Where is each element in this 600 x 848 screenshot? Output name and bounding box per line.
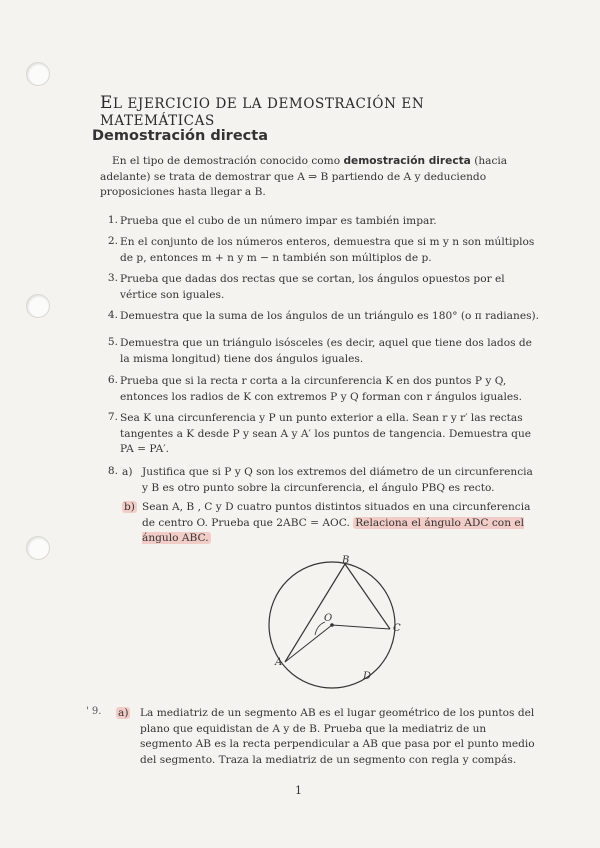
item-number: 1. — [107, 214, 118, 226]
page-title: EL EJERCICIO DE LA DEMOSTRACIÓN EN MATEMÁTICAS — [100, 93, 425, 129]
subitem-label: a) — [118, 707, 129, 719]
punch-hole — [26, 62, 50, 86]
subitem-label: a) — [122, 466, 133, 478]
segment-ba — [285, 564, 345, 662]
label-b: B — [342, 555, 350, 566]
item-number: 6. — [107, 374, 118, 386]
label-d: D — [363, 671, 372, 682]
item-number: 5. — [107, 336, 118, 348]
exercise-item: Sea K una circunferencia y P un punto exterior a ella. Sean r y r′ las rectas tangentes a K desde P y sean A y A′ los puntos de tangencia. Demuestra que PA = PA′. — [120, 412, 532, 455]
subitem-label: b) — [124, 501, 135, 513]
exercise-item: En el conjunto de los números enteros, demuestra que si m y n son múltiplos de p, entonces m + n y m − n también son múltiplos de p. — [120, 236, 535, 264]
exercise-subitem: Justifica que si P y Q son los extremos del diámetro de un circunferencia y B es otro punto sobre la circunferencia, el ángulo PBQ es recto. — [142, 466, 533, 494]
label-c: C — [393, 623, 401, 634]
exercise-subitem: La mediatriz de un segmento AB es el lugar geométrico de los puntos del plano que equidistan de A y de B. Prueba que la mediatriz de un segmento AB es la recta perpendicular a AB que pasa por el punto medio del segmento. Traza la mediatriz de un segmento con regla y compás. — [140, 707, 535, 766]
label-a: A — [275, 657, 283, 668]
segment-oa — [285, 625, 332, 662]
item-number: 2. — [107, 235, 118, 247]
segment-bc — [345, 564, 390, 629]
page-number: 1 — [295, 784, 302, 797]
item-number: 7. — [107, 411, 118, 423]
exercise-item: Demuestra que la suma de los ángulos de un triángulo es 180° (o π radianes). — [120, 310, 540, 322]
exercise-item: Prueba que si la recta r corta a la circunferencia K en dos puntos P y Q, entonces los radios de K con extremos P y Q forman con r ángulos iguales. — [120, 375, 522, 403]
exercise-item: Prueba que el cubo de un número impar es también impar. — [120, 215, 437, 227]
section-heading: Demostración directa — [92, 128, 268, 144]
punch-hole — [26, 536, 50, 560]
exercise-subitem: Sean A, B , C y D cuatro puntos distintos situados en una circunferencia de centro O. Prueba que 2ABC = AOC. Relaciona el ángulo ADC con el ángulo ABC. — [142, 501, 531, 544]
item-number: 3. — [107, 272, 118, 284]
item-number: 4. — [107, 309, 118, 321]
item-number: ' 9. — [86, 706, 102, 717]
circle-figure — [255, 555, 425, 705]
punch-hole — [26, 294, 50, 318]
segment-oc — [332, 625, 390, 629]
intro-paragraph: En el tipo de demostración conocido como demostración directa (hacia adelante) se trata de demostrar que A ⇒ B partiendo de A y deduciendo proposiciones hasta llegar a B. — [100, 155, 508, 198]
exercise-item: Demuestra que un triángulo isósceles (es decir, aquel que tiene dos lados de la misma longitud) tiene dos ángulos iguales. — [120, 337, 532, 365]
label-o: O — [324, 613, 333, 624]
exercise-item: Prueba que dadas dos rectas que se cortan, los ángulos opuestos por el vértice son iguales. — [120, 273, 505, 301]
highlighted-text: Relaciona el ángulo ADC con el ángulo ABC. — [142, 516, 525, 544]
item-number: 8. — [107, 465, 118, 477]
